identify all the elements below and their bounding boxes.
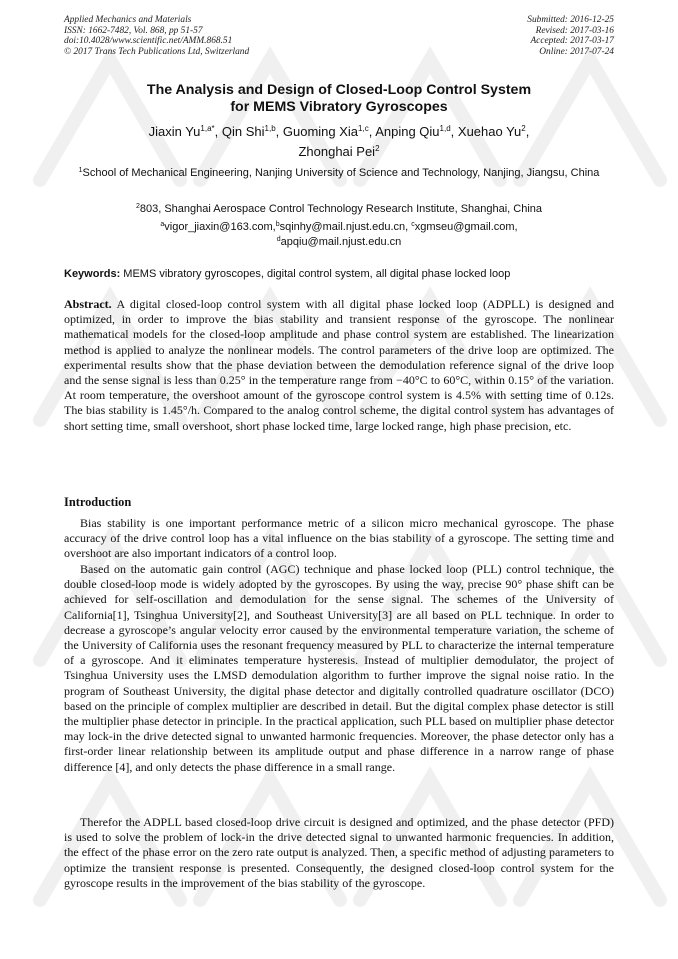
affiliation-text: School of Mechanical Engineering, Nanjing University of Science and Technology, Nanjing, Jiangsu, China xyxy=(82,167,600,179)
intro-paragraph-2: Based on the automatic gain control (AGC) technique and phase locked loop (PLL) control technique, the double closed-loop mode is widely adopted by the gyroscopes. By using the way, precise 90° phase shift can be achieved for self-oscillation and demodulation for the sense signal. The schemes of the University of California[1], Tsinghua University[2], and Southeast University[3] are all based on PLL technique. In order to decrease a gyroscope’s angular velocity error caused by the environmental temperature variation, the scheme of the University of California uses the resonant frequency measured by PLL to characterize the internal temperature of a gyroscope. And it eliminates temperature hysteresis. Instead of multiplier demodulator, the project of Tsinghua University uses the LMSD demodulation algorithm to further improve the signal noise ratio. In the program of Southeast University, the digital phase detector and digitally controlled quadrature oscillator (DCO) based on the principle of complex multiplier are described in detail. But the digital complex phase detector is still the multiplier phase detector in principle. In the practical application, such PLL based on multiplier phase detector may lock-in the drive detected signal to unwanted harmonic frequencies. Moreover, the phase detector only has a first-order linear relationship between its amplitude output and phase difference in a narrow range of phase difference [4], and only detects the phase difference in a small range. xyxy=(64,562,614,774)
email-sup: a xyxy=(160,221,165,228)
abstract xyxy=(64,297,614,434)
author-list xyxy=(64,122,614,162)
author-separator: , xyxy=(275,124,283,139)
author-sup: 1,d xyxy=(439,124,451,133)
email-sup: b xyxy=(275,221,280,228)
author-sup: 2 xyxy=(521,124,526,133)
email-line-1 xyxy=(64,220,614,235)
author-sup: 1,a* xyxy=(200,124,215,133)
keywords-text: MEMS vibratory gyroscopes, digital control system, all digital phase locked loop xyxy=(120,268,511,280)
submitted-date: Submitted: 2016-12-25 xyxy=(527,15,614,25)
email-d: apqiu@mail.njust.edu.cn xyxy=(280,236,402,248)
journal-header xyxy=(64,15,249,57)
author-name: Jiaxin Yu xyxy=(148,124,201,139)
issn-line: ISSN: 1662-7482, Vol. 868, pp 51-57 xyxy=(64,25,203,36)
doi-line: doi:10.4028/www.scientific.net/AMM.868.51 xyxy=(64,36,233,47)
author-separator: , xyxy=(525,124,530,139)
keywords-label: Keywords: xyxy=(64,268,121,280)
abstract-text: A digital closed-loop control system with all digital phase locked loop (ADPLL) is designed and optimized, in order to improve the bias stability and transient response of the gyroscope. The nonlinear mathematical models for the closed-loop amplitude and phase control system are established. The linearization method is applied to analyze the nonlinear models. The control parameters of the drive loop are optimized. The experimental results show that the phase deviation between the demodulation reference signal of the drive loop and the sense signal is less than 0.25° in the temperature range from −40°C to 60°C, within 0.15° of the variation. At room temperature, the overshoot amount of the gyroscope control system is 4.5% with setting time of 0.12s. The bias stability is 1.45°/h. Compared to the analog control scheme, the digital control system has advantages of short setting time, small overshoot, short phase locked time, large locked range, high phase precision, etc. xyxy=(64,297,614,433)
author-name: Anping Qiu xyxy=(375,124,440,139)
revised-date: Revised: 2017-03-16 xyxy=(535,25,614,36)
author-name: Xuehao Yu xyxy=(457,124,522,139)
abstract-label: Abstract. xyxy=(64,297,112,311)
intro-paragraph-3: Therefor the ADPLL based closed-loop drive circuit is designed and optimized, and the phase detector (PFD) is used to solve the problem of lock-in the drive detected signal to unwanted harmonic frequencies. In addition, the effect of the phase error on the zero rate output is analyzed. Then, a specific method of adjusting parameters to optimize the transient response is presented. Consequently, the designed closed-loop control system for the gyroscope results in the improvement of the bias stability of the gyroscope. xyxy=(64,815,614,890)
author-separator: , xyxy=(368,124,376,139)
author-separator: , xyxy=(214,124,222,139)
copyright-line: © 2017 Trans Tech Publications Ltd, Switzerland xyxy=(64,46,250,57)
affiliation-sup: 2 xyxy=(135,203,140,210)
accepted-date: Accepted: 2017-03-17 xyxy=(530,36,614,47)
affiliation-2 xyxy=(64,201,614,218)
email-a: vigor_jiaxin@163.com, xyxy=(164,221,276,233)
journal-name: Applied Mechanics and Materials xyxy=(64,15,192,25)
author-name: Guoming Xia xyxy=(282,124,359,139)
keywords xyxy=(64,267,614,281)
paper-title xyxy=(64,82,614,116)
affiliation-sup: 1 xyxy=(78,167,83,174)
author-emails xyxy=(64,220,614,250)
online-date: Online: 2017-07-24 xyxy=(539,46,614,57)
affiliation-text: 803, Shanghai Aerospace Control Technology Research Institute, Shanghai, China xyxy=(139,203,543,215)
email-sup: c xyxy=(411,221,415,228)
email-c: xgmseu@gmail.com, xyxy=(414,221,518,233)
email-b: sqinhy@mail.njust.edu.cn, xyxy=(279,221,412,233)
title-line-1: The Analysis and Design of Closed-Loop Control System xyxy=(146,82,532,98)
author-sup: 2 xyxy=(375,144,380,153)
author-sup: 1,b xyxy=(264,124,276,133)
email-sup: d xyxy=(276,236,281,243)
intro-paragraph-1: Bias stability is one important performance metric of a silicon micro mechanical gyroscope. The phase accuracy of the drive control loop has a vital influence on the bias stability of a gyroscope. The setting time and overshoot are also important indicators of a control loop. xyxy=(64,516,614,561)
email-line-2 xyxy=(64,235,614,250)
author-separator: , xyxy=(450,124,458,139)
title-line-2: for MEMS Vibratory Gyroscopes xyxy=(230,99,448,115)
author-name: Zhonghai Pei xyxy=(298,144,376,159)
affiliation-1 xyxy=(64,165,614,182)
section-heading-introduction: Introduction xyxy=(64,495,132,509)
author-name: Qin Shi xyxy=(221,124,265,139)
dates-header xyxy=(527,15,614,57)
author-sup: 1,c xyxy=(358,124,369,133)
